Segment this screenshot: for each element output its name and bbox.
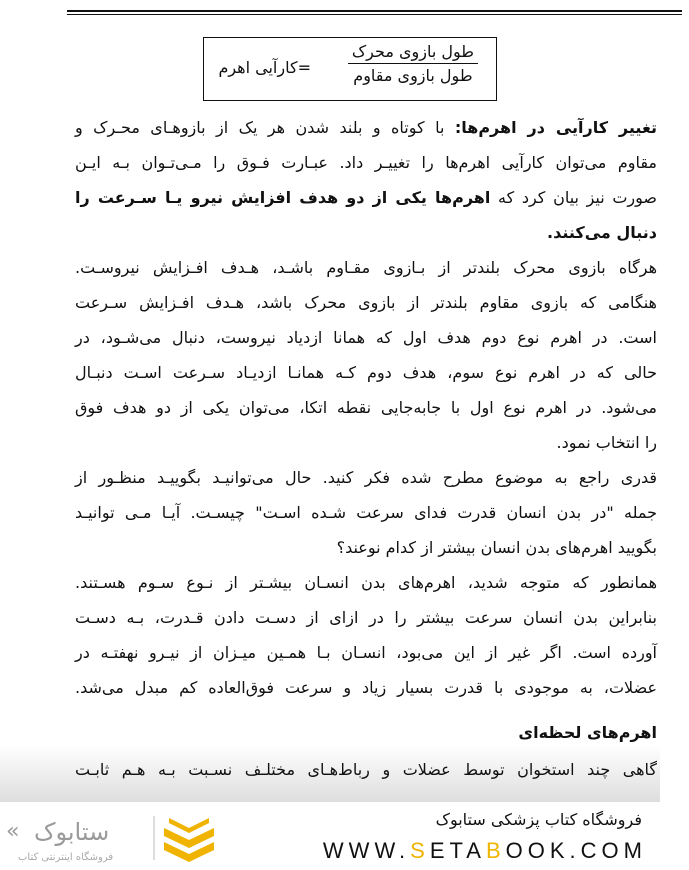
bold-text: تغییر کارآیی در اهرم‌ها: xyxy=(454,118,657,137)
setabook-logo xyxy=(4,810,234,865)
text-line xyxy=(75,759,657,781)
text-line xyxy=(75,677,657,699)
url-part-accent: S xyxy=(410,838,430,863)
text-segment: مقاوم می‌توان کارآیی اهرم‌ها را تغییـر داد. عبـارت فـوق را مـی‌تـوان بـه ایـن xyxy=(75,153,657,172)
text-segment: عضلات، به موجودی با قدرت بسیار زیاد و سرعت فوق‌العاده کم مبدل می‌شد. xyxy=(75,678,657,697)
formula-lhs: =کارآیی اهرم xyxy=(218,58,311,77)
text-line xyxy=(75,397,657,419)
logo-wordmark: ستابوک xyxy=(34,818,110,846)
formula-box xyxy=(203,37,497,101)
text-line xyxy=(75,327,657,349)
text-segment: است. در اهرم نوع دوم هدف اول که همانا ازدیاد نیروست، دنبال می‌شـود، در xyxy=(75,328,657,347)
text-segment: بنابراین بدن انسان سرعت بیشتر را در ازای از دسـت دادن قـدرت، بـه دسـت xyxy=(75,608,657,627)
url-part-accent: B xyxy=(485,838,506,863)
store-url[interactable] xyxy=(323,838,647,864)
text-line xyxy=(75,117,657,139)
header-rule xyxy=(67,10,682,12)
bold-text: اهرم‌ها یکی از دو هدف افزایش نیرو یـا سـرعت را xyxy=(75,188,491,207)
text-segment: بگویید اهرم‌های بدن انسان بیشتر از کدام نوعند؟ xyxy=(336,538,657,557)
text-segment: همانطور که متوجه شدید، اهرم‌های بدن انسـان بیشـتر از نـوع سـوم هسـتند. xyxy=(75,573,657,592)
text-segment: هنگامی که بازوی مقاوم بلندتر از بازوی محرک باشد، هـدف افـزایش سـرعت xyxy=(75,293,657,312)
text-segment: گاهی چند استخوان توسط عضلات و رباط‌هـای مختلـف نسـبت بـه هـم ثابـت xyxy=(75,760,657,779)
text-segment: می‌شود. در اهرم نوع اول با جابه‌جایی نقطه اتکا، می‌توان یکی از دو هدف فوق xyxy=(75,398,657,417)
logo-tagline: فروشگاه اینترنتی کتاب xyxy=(18,852,114,863)
logo-chevrons: « xyxy=(6,819,20,844)
text-line xyxy=(75,642,657,664)
header-rule-second xyxy=(67,14,682,15)
url-part: ETA xyxy=(429,838,486,863)
text-line xyxy=(75,537,657,559)
url-part: WWW. xyxy=(322,838,411,863)
text-segment: جمله "در بدن انسان قدرت فدای سرعت شـده اسـت" چیسـت. آیـا مـی توانیـد xyxy=(75,503,657,522)
fraction xyxy=(348,42,478,85)
text-line xyxy=(75,362,657,384)
text-line xyxy=(75,607,657,629)
text-line xyxy=(75,572,657,594)
footer-banner xyxy=(0,802,689,870)
text-segment: را انتخاب نمود. xyxy=(556,433,657,452)
text-line xyxy=(75,222,657,244)
text-line xyxy=(75,432,657,454)
text-line xyxy=(75,187,657,209)
numerator: طول بازوی محرک xyxy=(348,42,478,64)
text-line xyxy=(75,152,657,174)
text-segment: قدری راجع به موضوع مطرح شده فکر کنید. حال می‌توانیـد بگوییـد منظـور از xyxy=(75,468,657,487)
bold-text: اهرم‌های لحظه‌ای xyxy=(518,723,657,742)
store-name: فروشگاه کتاب پزشکی ستابوک xyxy=(435,810,642,829)
text-line xyxy=(75,502,657,524)
text-segment: آورده است. اگر غیر از این می‌بود، انسـان بـا همـین میـزان از نیـرو نهفتـه در xyxy=(75,643,657,662)
denominator: طول بازوی مقاوم xyxy=(353,66,473,85)
text-segment: هرگاه بازوی محرک بلندتر از بـازوی مقـاوم باشـد، هـدف افـزایش نیروسـت. xyxy=(75,258,657,277)
text-line xyxy=(75,257,657,279)
text-segment: صورت نیز بیان کرد که xyxy=(490,188,657,207)
section-heading xyxy=(75,722,657,744)
text-segment: حالی که در اهرم نوع سوم، هدف دوم کـه همانـا ازدیـاد سـرعت اسـت دنبـال xyxy=(75,363,657,382)
url-part: OOK.COM xyxy=(505,838,647,863)
text-line xyxy=(75,292,657,314)
text-line xyxy=(75,467,657,489)
bold-text: دنبال می‌کنند. xyxy=(547,223,657,242)
text-segment: با کوتاه و بلند شدن هر یک از بازوهـای محـرک و xyxy=(75,118,455,137)
